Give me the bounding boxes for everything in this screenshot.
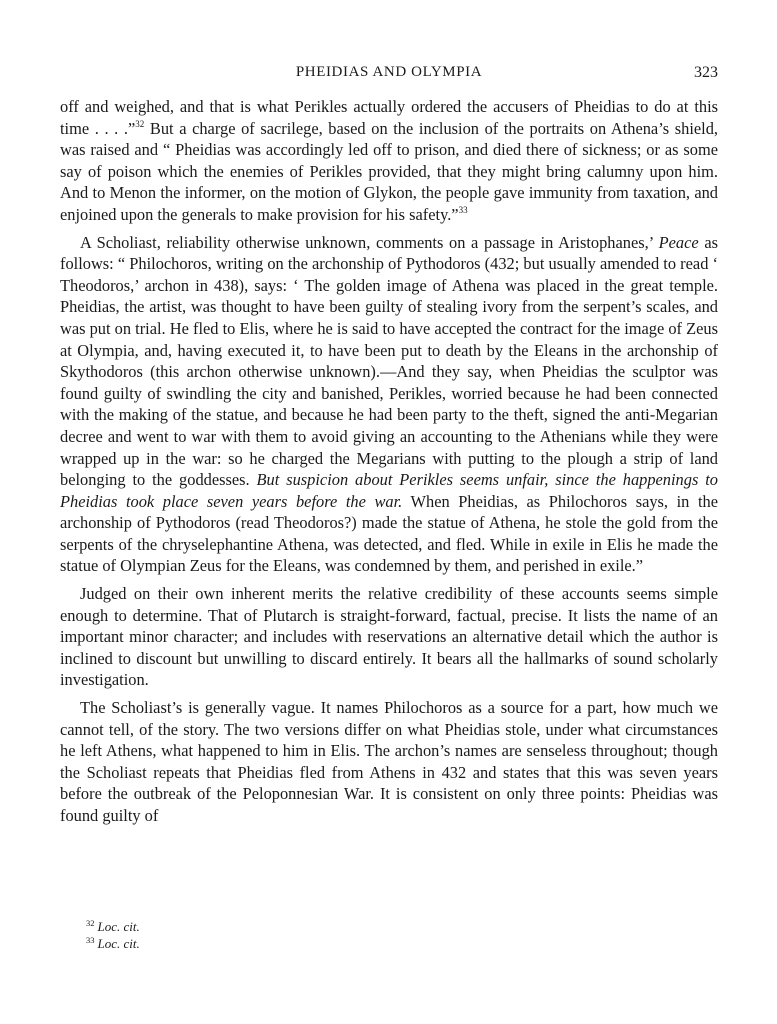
footnote-text: Loc. cit. <box>97 919 140 934</box>
footnote-33 <box>86 935 686 952</box>
page-number: 323 <box>694 64 718 81</box>
paragraph-2-text-a: A Scholiast, reliability otherwise unknown, comments on a passage in Aristophanes,’ <box>80 232 659 252</box>
paragraph-1 <box>60 96 718 226</box>
paragraph-1-text-b: But a charge of sacrilege, based on the inclusion of the portraits on Athena’s shield, was raised and “ Pheidias was accordingly led off to prison, and died there of sickness; or as some say of poison which the enemies of Perikles provided, that they might bring calumny upon him. And to Menon the informer, on the motion of Glykon, the people gave immunity from taxation, and enjoined upon the generals to make provision for his safety.” <box>60 118 718 224</box>
paragraph-2-italic-remark: But suspicion about Perikles seems unfair, since the happenings to Pheidias took place seven years before the war. <box>60 470 718 511</box>
body-text <box>60 96 718 827</box>
paragraph-1-text-a: off and weighed, and that is what Perikles actually ordered the accusers of Pheidias to do at this time . . . .” <box>60 97 718 138</box>
paragraph-3: Judged on their own inherent merits the relative credibility of these accounts seems simple enough to determine. That of Plutarch is straight-forward, factual, precise. It lists the name of an important minor character; and includes with reservations an alternative detail which the author is inclined to discount but unwilling to discard entirely. It bears all the hallmarks of sound scholarly investigation. <box>60 584 718 690</box>
paragraph-2-title-peace: Peace <box>658 232 699 252</box>
footnotes <box>86 918 686 952</box>
paragraph-4: The Scholiast’s is generally vague. It names Philochoros as a source for a part, how much we cannot tell, of the story. The two versions differ on what Pheidias stole, under what circumstances he left Athens, what happened to him in Elis. The archon’s names are senseless throughout; though the Scholiast repeats that Pheidias fled from Athens in 432 and states that this was seven years before the outbreak of the Peloponnesian War. It is consistent on only three points: Pheidias was found guilty of <box>60 698 718 825</box>
footnote-32 <box>86 918 686 935</box>
footnote-text: Loc. cit. <box>97 936 140 951</box>
footnote-mark: 32 <box>86 918 95 928</box>
footnote-mark: 33 <box>86 935 95 945</box>
paragraph-2 <box>60 232 718 578</box>
paragraph-2-text-c: When Pheidias, as Philochoros says, in the archonship of Pythodoros (read Theodoros?) made the statue of Athena, he stole the gold from the serpents of the chryselephantine Athena, was detected, and fled. While in exile in Elis he made the statue of Olympian Zeus for the Eleans, was condemned by them, and perished in exile.” <box>60 491 718 576</box>
running-head <box>60 64 718 84</box>
paragraph-2-text-b: as follows: “ Philochoros, writing on the archonship of Pythodoros (432; but usually amended to read ‘ Theodoros,’ archon in 438), says: ‘ The golden image of Athena was placed in the great temple. Pheidias, the artist, was thought to have been guilty of stealing ivory from the serpent’s scales, and was put on trial. He fled to Elis, where he is said to have accepted the contract for the image of Zeus at Olympia, and, having executed it, to have been put to death by the Eleans in the archonship of Skythodoros (this archon otherwise unknown).—And they say, when Pheidias the sculptor was found guilty of swindling the city and banished, Perikles, worried because he had been connected with the making of the statue, and because he had been party to the theft, signed the anti-Megarian decree and went to war with them to avoid giving an accounting to the Athenians while they were wrapped up in the war: so he charged the Megarians with putting to the plough a strip of land belonging to the goddesses. <box>60 232 718 490</box>
running-title: PHEIDIAS AND OLYMPIA <box>295 64 483 80</box>
footnote-ref-32: 32 <box>135 118 145 129</box>
footnote-ref-33: 33 <box>458 204 468 215</box>
